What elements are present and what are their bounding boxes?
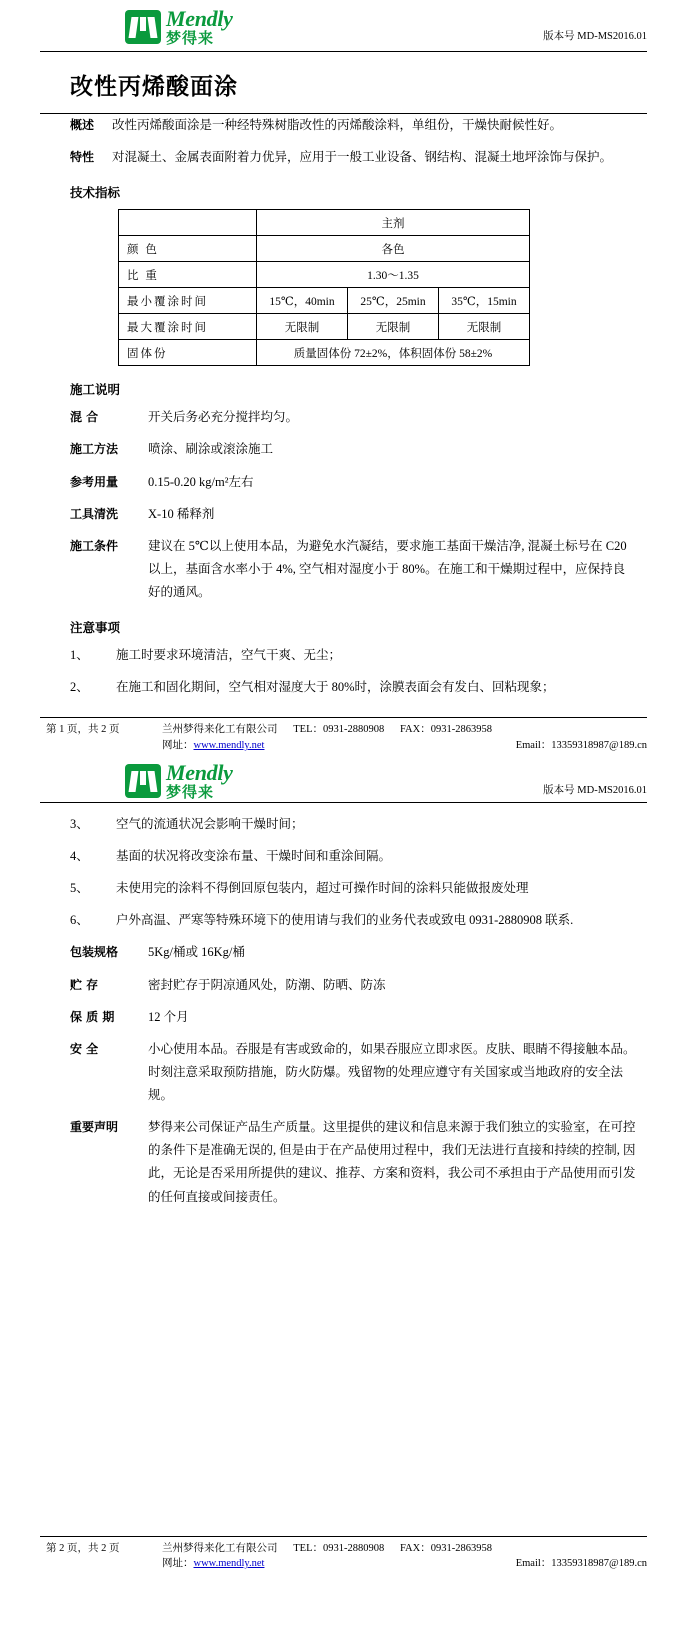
construction-row-cleaning [70, 503, 637, 526]
overview-section [70, 114, 637, 201]
page-2-header-divider [40, 802, 647, 803]
footer-fax-1: FAX：0931-2863958 [400, 724, 492, 736]
footer-page-number-1: 第 1 页，共 2 页 [46, 724, 120, 736]
table-value-min-recoat-15: 15℃，40min [257, 288, 348, 314]
page-2-header [40, 754, 647, 802]
table-row [119, 262, 530, 288]
shelf-life-label: 保 质 期 [70, 1009, 115, 1024]
notice-text-4: 基面的状况将改变涂布量、干燥时间和重涂间隔。 [116, 849, 392, 863]
notice-index-4: 4、 [70, 849, 89, 863]
notice-text-5: 未使用完的涂料不得倒回原包装内，超过可操作时间的涂料只能做报废处理 [116, 881, 529, 896]
construction-label-cleaning: 工具清洗 [70, 506, 119, 521]
construction-text-mixing: 开关后务必充分搅拌均匀。 [148, 410, 299, 425]
document-version: 版本号 MD-MS2016.01 [543, 31, 647, 42]
construction-label-consumption: 参考用量 [70, 474, 119, 489]
logo-chinese-name-2: 梦得来 [166, 782, 215, 801]
notice-text-1: 施工时要求环境清洁，空气干爽、无尘； [116, 648, 342, 663]
construction-label-mixing: 混 合 [70, 410, 99, 425]
notice-text-3: 空气的流通状况会影响干燥时间； [116, 816, 304, 831]
table-value-solids: 质量固体份 72±2%，体积固体份 58±2% [257, 340, 530, 366]
table-label-max-recoat: 最大覆涂时间 [119, 314, 257, 340]
footer-website-label-2: 网址： [162, 1558, 194, 1570]
footer-email-1: Email：13359318987@189.cn [515, 740, 647, 752]
logo-mark-icon [125, 764, 161, 798]
storage-text: 密封贮存于阴凉通风处，防潮、防晒、防冻 [148, 977, 386, 992]
disclaimer-label: 重要声明 [70, 1120, 119, 1135]
overview-text: 改性丙烯酸面涂是一种经特殊树脂改性的丙烯酸涂料，单组份，干燥快耐候性好。 [112, 118, 563, 132]
notice-text-6: 户外高温、严寒等特殊环境下的使用请与我们的业务代表或致电 0931-2880908 联系. [116, 913, 574, 928]
logo-text-2 [166, 759, 233, 801]
footer-email-2: Email：13359318987@189.cn [515, 1558, 647, 1570]
footer-website-link-1[interactable]: www.mendly.net [193, 740, 265, 752]
table-value-density: 1.30～1.35 [257, 262, 530, 288]
notice-item-1 [70, 644, 637, 667]
packaging-text: 5Kg/桶或 16Kg/桶 [148, 945, 245, 960]
logo-text [166, 8, 233, 46]
shelf-life-row [70, 1006, 637, 1029]
construction-text-cleaning: X-10 稀释剂 [148, 506, 215, 521]
features-row [70, 146, 637, 169]
footer-tel-2: TEL：0931-2880908 [293, 1542, 385, 1554]
storage-row [70, 974, 637, 997]
safety-row [70, 1038, 637, 1107]
packaging-label: 包装规格 [70, 945, 119, 960]
specification-table [118, 209, 530, 366]
table-value-min-recoat-25: 25℃，25min [348, 288, 439, 314]
document-page-2 [0, 754, 687, 1647]
page-2-content [70, 813, 637, 1209]
notice-index-2: 2、 [70, 680, 89, 695]
logo-english-name-2: Mendly [166, 759, 233, 785]
table-header-main-agent: 主剂 [257, 210, 530, 236]
table-label-density: 比 重 [119, 262, 257, 288]
table-cell-blank [119, 210, 257, 236]
safety-text: 小心使用本品。吞服是有害或致命的，如果吞服应立即求医。皮肤、眼睛不得接触本品。时刻注意采取预防措施，防火防爆。残留物的处理应遵守有关国家或当地政府的安全法规。 [148, 1041, 636, 1102]
document-page-1 [0, 0, 687, 754]
footer-company-2: 兰州梦得来化工有限公司 [162, 1542, 278, 1554]
header-divider [40, 51, 647, 52]
construction-row-conditions [70, 535, 637, 604]
disclaimer-text: 梦得来公司保证产品生产质量。这里提供的建议和信息来源于我们独立的实验室，在可控的条件下是准确无误的, 但是由于在产品使用过程中，我们无法进行直接和持续的控制, 因此，无论是否采用所提供的建议、推荐、方案和资料，我公司不承担由于产品使用而引发的任何直接或间接责任。 [148, 1120, 636, 1204]
footer-page-number-2: 第 2 页，共 2 页 [46, 1542, 120, 1554]
table-label-color: 颜 色 [119, 236, 257, 262]
notice-item-4 [70, 845, 637, 868]
notice-index-6: 6、 [70, 913, 89, 928]
shelf-life-text: 12 个月 [148, 1009, 189, 1024]
packaging-row [70, 941, 637, 964]
construction-section [70, 380, 637, 699]
features-text: 对混凝土、金属表面附着力优异，应用于一般工业设备、钢结构、混凝土地坪涂饰与保护。 [112, 150, 613, 165]
overview-label: 概述 [70, 118, 95, 132]
construction-label-method: 施工方法 [70, 442, 119, 457]
construction-row-mixing [70, 406, 637, 429]
table-value-min-recoat-35: 35℃，15min [439, 288, 530, 314]
construction-label-conditions: 施工条件 [70, 538, 119, 553]
company-logo [125, 8, 233, 46]
notice-index-3: 3、 [70, 816, 89, 831]
construction-heading: 施工说明 [70, 382, 121, 398]
notice-item-6 [70, 909, 637, 932]
footer-website-link-2[interactable]: www.mendly.net [193, 1558, 265, 1570]
table-row [119, 288, 530, 314]
safety-label: 安 全 [70, 1041, 99, 1056]
page-1-footer [40, 717, 647, 754]
footer-fax-2: FAX：0931-2863958 [400, 1542, 492, 1554]
logo-mark-icon [125, 10, 161, 44]
tech-indicators-heading: 技术指标 [70, 185, 121, 201]
notice-text-2: 在施工和固化期间，空气相对湿度大于 80%时，涂膜表面会有发白、回粘现象； [116, 680, 555, 695]
notice-index-5: 5、 [70, 881, 89, 896]
notice-heading: 注意事项 [70, 620, 121, 636]
logo-english-name: Mendly [166, 6, 233, 31]
footer-website-label-1: 网址： [162, 740, 194, 752]
table-value-color: 各色 [257, 236, 530, 262]
overview-row [70, 114, 637, 137]
footer-tel-1: TEL：0931-2880908 [293, 724, 385, 736]
table-value-max-recoat-15: 无限制 [257, 314, 348, 340]
logo-chinese-name: 梦得来 [166, 29, 215, 47]
table-row-header [119, 210, 530, 236]
notice-index-1: 1、 [70, 648, 89, 663]
table-row [119, 236, 530, 262]
table-row [119, 340, 530, 366]
notice-item-5 [70, 877, 637, 900]
table-label-solids: 固体份 [119, 340, 257, 366]
table-value-max-recoat-25: 无限制 [348, 314, 439, 340]
notice-item-3 [70, 813, 637, 836]
footer-company-1: 兰州梦得来化工有限公司 [162, 724, 278, 736]
page-header [40, 0, 647, 48]
page-2-footer [40, 1536, 647, 1573]
construction-text-method: 喷涂、刷涂或滚涂施工 [148, 442, 274, 457]
construction-row-consumption [70, 471, 637, 494]
table-label-min-recoat: 最小覆涂时间 [119, 288, 257, 314]
construction-text-consumption: 0.15-0.20 kg/m²左右 [148, 474, 254, 489]
storage-label: 贮 存 [70, 977, 99, 992]
features-label: 特性 [70, 150, 95, 165]
page-title: 改性丙烯酸面涂 [70, 74, 238, 100]
document-version-2: 版本号 MD-MS2016.01 [543, 784, 647, 796]
disclaimer-row [70, 1116, 637, 1209]
construction-text-conditions: 建议在 5℃以上使用本品，为避免水汽凝结，要求施工基面干燥洁净, 混凝土标号在 C20 以上，基面含水率小于 4%, 空气相对湿度小于 80%。在施工和干燥期过程中，应保持良好的通风。 [148, 538, 627, 599]
notice-item-2 [70, 676, 637, 699]
table-value-max-recoat-35: 无限制 [439, 314, 530, 340]
company-logo-2 [125, 759, 233, 801]
construction-row-method [70, 438, 637, 461]
table-row [119, 314, 530, 340]
